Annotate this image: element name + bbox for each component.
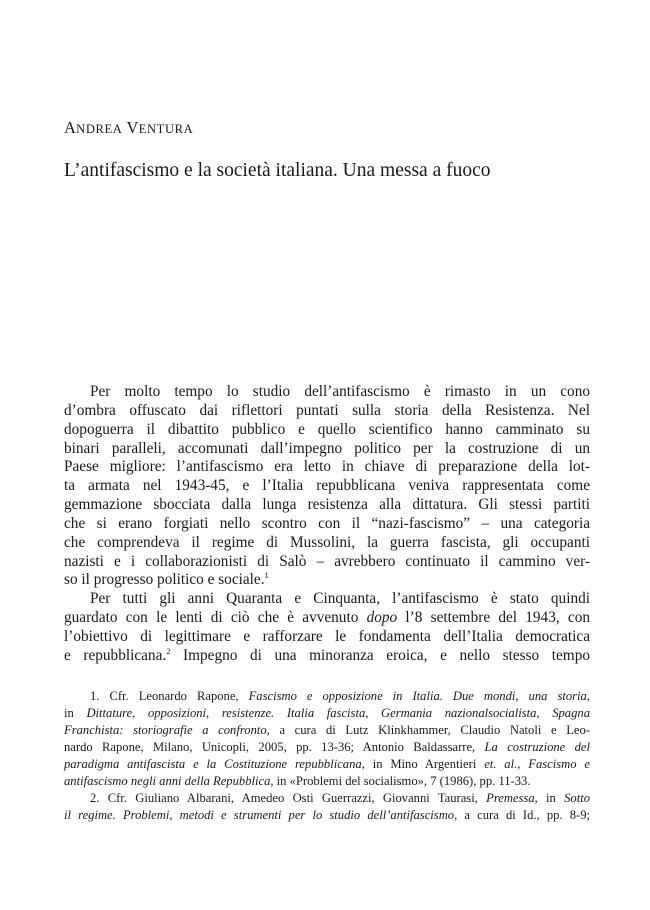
note-italic: antifascismo negli anni della Repubblica	[64, 774, 271, 788]
note-italic: Premessa	[486, 791, 535, 805]
note-text: , a cura di Lutz Klinkhammer, Claudio Natoli e Leo-	[266, 723, 590, 737]
body-line: l’obiettivo di legittimare e rafforzare le fondamenta dell’Italia democratica	[64, 627, 590, 645]
note-text: ,	[586, 689, 590, 703]
note-text: nardo Rapone, Milano, Unicopli, 2005, pp. 13-36; Antonio Baldassarre,	[64, 740, 485, 754]
note-italic: il regime. Problemi, metodi e strumenti per lo studio dell’antifascismo	[64, 808, 455, 822]
footnotes	[64, 688, 590, 824]
body-line	[64, 609, 590, 628]
note-italic: La costruzione del	[484, 740, 590, 754]
author-name	[64, 118, 193, 138]
note-text: 1. Cfr. Leonardo Rapone,	[90, 689, 249, 703]
body-line: ta armata nel 1943-45, e l’Italia repubblicana veniva rappresentata come	[64, 477, 590, 495]
emphasis: dopo	[366, 609, 398, 627]
body-line: binari paralleli, accomunati dall’impegno politico per la costruzione di un	[64, 439, 590, 457]
footnote-line	[64, 722, 590, 739]
author-last-initial: V	[126, 118, 139, 137]
note-italic: et. al.	[484, 757, 518, 771]
body-line	[64, 571, 590, 590]
note-italic: Fascismo e opposizione in Italia. Due mondi, una storia	[248, 689, 587, 703]
note-text: , in	[534, 791, 565, 805]
body-line: Paese migliore: l’antifascismo era letto in chiave di preparazione della lot-	[64, 458, 590, 476]
footnote-line	[64, 739, 590, 756]
footnote-line	[64, 807, 590, 824]
body-line: dopoguerra il dibattito pubblico e quello scientifico hanno camminato su	[64, 420, 590, 438]
footnote-line	[64, 705, 590, 722]
body-text-run: Impegno di una minoranza eroica, e nello stesso tempo	[170, 646, 590, 664]
note-text: , in Mino Argentieri	[361, 757, 485, 771]
author-initial: A	[64, 118, 77, 137]
note-italic: Sotto	[564, 791, 590, 805]
author-last-rest: ENTURA	[138, 122, 194, 136]
note-italic: Dittature, opposizioni, resistenze. Italia fascista, Germania nazionalsocialista, Spagna	[86, 706, 590, 720]
note-italic: Franchista: storiografie a confronto	[64, 723, 267, 737]
body-line: gemmazione sbocciata dalla lunga resistenza alla dittatura. Gli stessi partiti	[64, 496, 590, 514]
note-italic: paradigma antifascista e la Costituzione repubblicana	[64, 757, 362, 771]
body-line: d’ombra offuscato dai riflettori puntati sulla storia della Resistenza. Nel	[64, 401, 590, 419]
author-first-rest: NDREA	[76, 122, 123, 136]
body-text	[64, 383, 590, 666]
body-line-text: so il progresso politico e sociale.	[64, 571, 265, 589]
footnote-line	[64, 756, 590, 773]
note-text: , in «Problemi del socialismo», 7 (1986), pp. 11-33.	[270, 774, 531, 788]
note-text: ,	[517, 757, 529, 771]
footnote-1	[64, 688, 590, 705]
note-italic: Fascismo e	[528, 757, 590, 771]
body-line: che si erano forgiati nello scontro con il “nazi-fascismo” – una categoria	[64, 514, 590, 532]
footnote-2	[64, 790, 590, 807]
body-line: Per tutti gli anni Quaranta e Cinquanta, l’antifascismo è stato quindi	[90, 590, 590, 608]
footnote-line	[64, 773, 590, 790]
footnote-ref-2[interactable]: 2	[166, 645, 171, 656]
footnote-ref-1[interactable]: 1	[264, 570, 269, 581]
note-text: 2. Cfr. Giuliano Albarani, Amedeo Osti Guerrazzi, Giovanni Taurasi,	[90, 791, 487, 805]
chapter-title: L’antifascismo e la società italiana. Una messa a fuoco	[64, 160, 491, 181]
note-text: in	[64, 706, 87, 720]
body-line	[64, 647, 590, 666]
body-text-run: e repubblicana.	[64, 646, 167, 664]
body-text-run: l’8 settembre del 1943, con	[397, 609, 590, 627]
body-line: Per molto tempo lo studio dell’antifascismo è rimasto in un cono	[90, 383, 590, 400]
body-text-run: guardato con le lenti di ciò che è avvenuto	[64, 609, 367, 627]
note-text: , a cura di Id., pp. 8-9;	[454, 808, 590, 822]
body-line: nazisti e i collaborazionisti di Salò – avrebbero continuato il cammino ver-	[64, 552, 590, 570]
body-line: che comprendeva il regime di Mussolini, la guerra fascista, gli occupanti	[64, 533, 590, 551]
